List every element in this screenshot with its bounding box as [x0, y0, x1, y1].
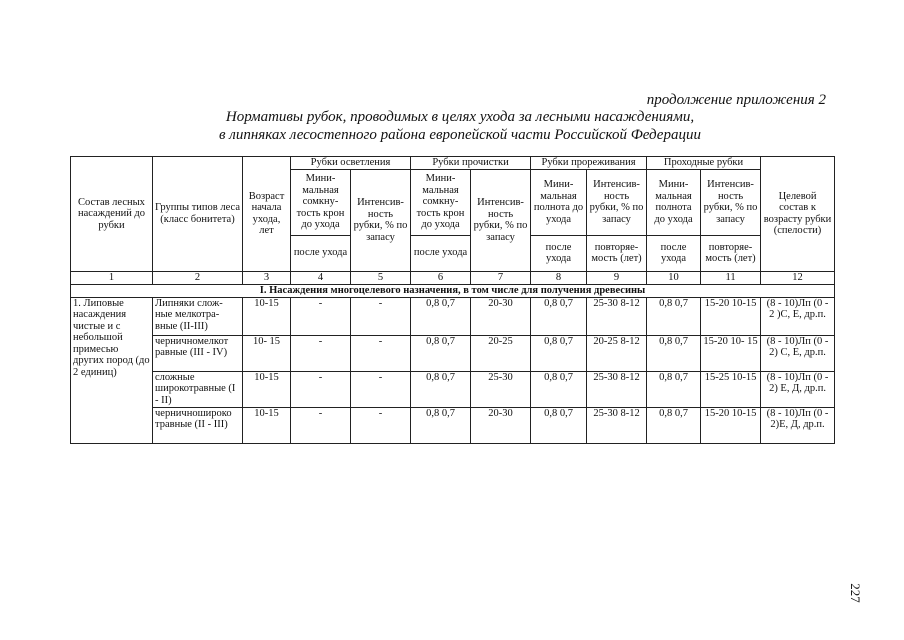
- header-passing: Проходные рубки: [647, 157, 761, 170]
- sub-intensity-clearing: Интенсив-ность рубки, % по запасу: [351, 169, 411, 271]
- value-cell: -: [351, 335, 411, 371]
- col-number: 7: [471, 271, 531, 284]
- value-cell: 0,8 0,7: [531, 371, 587, 407]
- col-number: 12: [761, 271, 835, 284]
- value-cell: 20-30: [471, 407, 531, 443]
- header-cleaning: Рубки прочистки: [411, 157, 531, 170]
- sub-repeat-passing: повторяе-мость (лет): [701, 235, 761, 271]
- header-target: Целевой состав к возрасту рубки (спелости): [761, 157, 835, 272]
- table-row: [71, 371, 835, 407]
- value-cell: 0,8 0,7: [411, 335, 471, 371]
- document-title-line-2: в липняках лесостепного района европейской части Российской Федерации: [219, 127, 701, 143]
- col-number: 8: [531, 271, 587, 284]
- sub-repeat-thinning: повторяе-мость (лет): [587, 235, 647, 271]
- sub-after-clearing: после ухода: [291, 235, 351, 271]
- col-number: 5: [351, 271, 411, 284]
- sub-intensity-passing: Интенсив-ность рубки, % по запасу: [701, 169, 761, 235]
- header-thinning: Рубки прореживания: [531, 157, 647, 170]
- value-cell: -: [291, 297, 351, 335]
- col-number: 11: [701, 271, 761, 284]
- table-row: [71, 335, 835, 371]
- target-cell: (8 - 10)Лп (0 - 2) С, Е, др.п.: [761, 335, 835, 371]
- value-cell: -: [291, 407, 351, 443]
- value-cell: 20-30: [471, 297, 531, 335]
- target-cell: (8 - 10)Лп (0 - 2) Е, Д, др.п.: [761, 371, 835, 407]
- col-number: 3: [243, 271, 291, 284]
- page-number: 227: [847, 583, 863, 603]
- forest-group-cell: черничношироко травные (II - III): [153, 407, 243, 443]
- value-cell: 15-20 10-15: [701, 407, 761, 443]
- forest-group-cell: черничномелкот равные (III - IV): [153, 335, 243, 371]
- value-cell: 0,8 0,7: [647, 297, 701, 335]
- sub-min-density-passing: Мини-мальная полнота до ухода: [647, 169, 701, 235]
- table-row: [71, 407, 835, 443]
- age-cell: 10- 15: [243, 335, 291, 371]
- table-row: [71, 297, 835, 335]
- value-cell: 0,8 0,7: [411, 407, 471, 443]
- forest-group-cell: Липняки слож-ные мелкотра-вные (II-III): [153, 297, 243, 335]
- value-cell: 25-30 8-12: [587, 371, 647, 407]
- col-number: 9: [587, 271, 647, 284]
- document-title-line-1: Нормативы рубок, проводимых в целях ухода за лесными насаждениями,: [225, 109, 695, 125]
- value-cell: 25-30 8-12: [587, 407, 647, 443]
- value-cell: 0,8 0,7: [411, 297, 471, 335]
- composition-cell: 1. Липовые насаждения чистые и с небольшой примесью других пород (до 2 единиц): [71, 297, 153, 443]
- norms-table: [70, 156, 835, 444]
- col-number: 1: [71, 271, 153, 284]
- sub-min-crown-clearing: Мини-мальная сомкну-тость крон до ухода: [291, 169, 351, 235]
- value-cell: 15-20 10-15: [701, 297, 761, 335]
- sub-after-cleaning: после ухода: [411, 235, 471, 271]
- value-cell: 15-25 10-15: [701, 371, 761, 407]
- sub-intensity-cleaning: Интенсив-ность рубки, % по запасу: [471, 169, 531, 271]
- forest-group-cell: сложные широкотравные (I - II): [153, 371, 243, 407]
- value-cell: 20-25 8-12: [587, 335, 647, 371]
- col-number: 2: [153, 271, 243, 284]
- sub-after-thinning: после ухода: [531, 235, 587, 271]
- value-cell: 0,8 0,7: [531, 335, 587, 371]
- value-cell: 25-30: [471, 371, 531, 407]
- section-title: I. Насаждения многоцелевого назначения, в том числе для получения древесины: [71, 284, 835, 297]
- value-cell: -: [351, 407, 411, 443]
- header-forest-groups: Группы типов леса (класс бонитета): [153, 157, 243, 272]
- sub-min-crown-cleaning: Мини-мальная сомкну-тость крон до ухода: [411, 169, 471, 235]
- age-cell: 10-15: [243, 297, 291, 335]
- value-cell: 15-20 10- 15: [701, 335, 761, 371]
- value-cell: 0,8 0,7: [531, 407, 587, 443]
- value-cell: -: [351, 371, 411, 407]
- header-clearing: Рубки осветления: [291, 157, 411, 170]
- column-number-row: [71, 271, 835, 284]
- value-cell: 0,8 0,7: [647, 407, 701, 443]
- age-cell: 10-15: [243, 371, 291, 407]
- value-cell: 0,8 0,7: [647, 335, 701, 371]
- value-cell: 20-25: [471, 335, 531, 371]
- value-cell: 0,8 0,7: [411, 371, 471, 407]
- sub-min-density-thinning: Мини-мальная полнота до ухода: [531, 169, 587, 235]
- appendix-label: продолжение приложения 2: [646, 92, 826, 108]
- value-cell: 25-30 8-12: [587, 297, 647, 335]
- sub-intensity-thinning: Интенсив-ность рубки, % по запасу: [587, 169, 647, 235]
- col-number: 6: [411, 271, 471, 284]
- header-age: Возраст начала ухода, лет: [243, 157, 291, 272]
- value-cell: 0,8 0,7: [531, 297, 587, 335]
- sub-after-passing: после ухода: [647, 235, 701, 271]
- target-cell: (8 - 10)Лп (0 - 2)Е, Д, др.п.: [761, 407, 835, 443]
- value-cell: -: [291, 371, 351, 407]
- target-cell: (8 - 10)Лп (0 - 2 )С, Е, др.п.: [761, 297, 835, 335]
- value-cell: -: [291, 335, 351, 371]
- age-cell: 10-15: [243, 407, 291, 443]
- value-cell: 0,8 0,7: [647, 371, 701, 407]
- value-cell: -: [351, 297, 411, 335]
- header-composition: Состав лесных насаждений до рубки: [71, 157, 153, 272]
- col-number: 4: [291, 271, 351, 284]
- col-number: 10: [647, 271, 701, 284]
